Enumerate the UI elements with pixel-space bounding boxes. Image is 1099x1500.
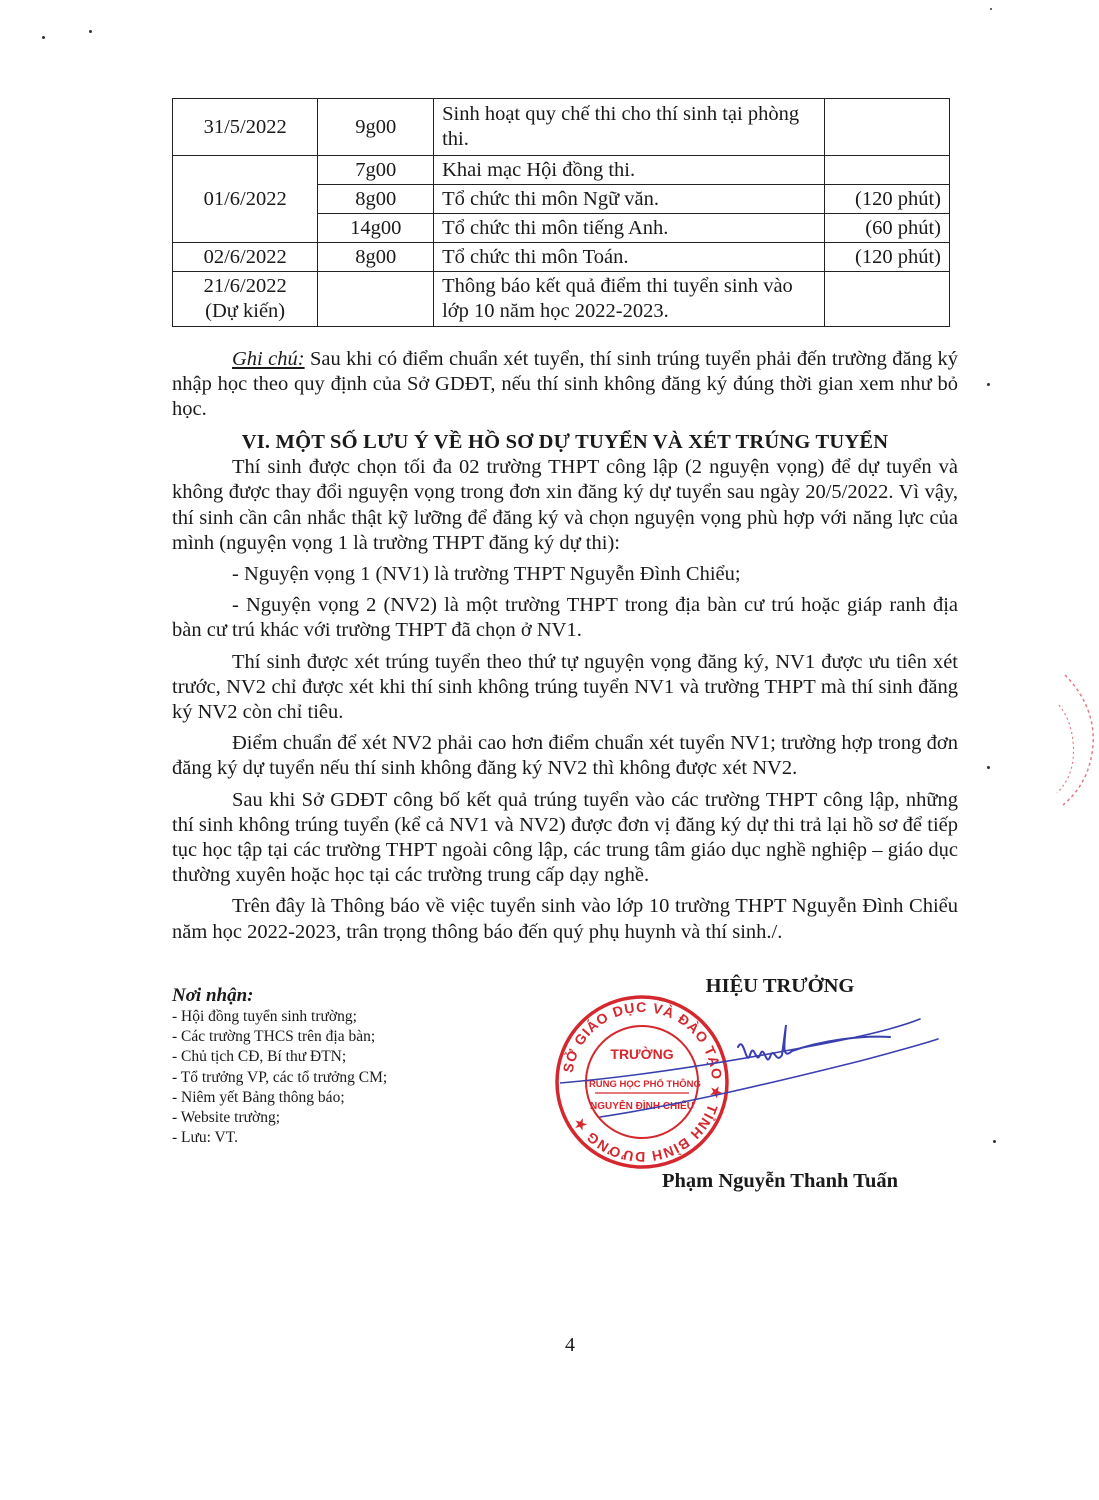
time-cell: 7g00 (318, 156, 434, 185)
note-text: Sau khi có điểm chuẩn xét tuyển, thí sinh trúng tuyển phải đến trường đăng ký nhập học theo quy định của Sở GDĐT, nếu thí sinh không đăng ký đúng thời gian xem như bỏ học. (172, 348, 958, 421)
activity-cell: Thông báo kết quả điểm thi tuyển sinh vào lớp 10 năm học 2022-2023. (434, 272, 825, 327)
list-item: - Website trường; (172, 1109, 281, 1127)
paragraph: Sau khi Sở GDĐT công bố kết quả trúng tuyển vào các trường THPT công lập, những thí sinh không trúng tuyển (kể cả NV1 và NV2) được đơn vị đăng ký dự thi trả lại hồ sơ để tiếp tục học tập tại các trường THPT ngoài công lập, các trung tâm giáo dục nghề nghiệp – giáo dục thường xuyên hoặc học tại các trường trung cấp dạy nghề. (172, 788, 958, 887)
scan-speck (42, 36, 45, 39)
time-cell: 8g00 (318, 185, 434, 214)
section-heading: VI. MỘT SỐ LƯU Ý VỀ HỒ SƠ DỰ TUYỂN VÀ XÉT TRÚNG TUYỂN (241, 431, 889, 453)
duration-cell (824, 156, 949, 185)
paragraph: Trên đây là Thông báo về việc tuyển sinh vào lớp 10 trường THPT Nguyễn Đình Chiểu năm học 2022-2023, trân trọng thông báo đến quý phụ huynh và thí sinh./. (172, 895, 958, 943)
activity-cell: Tổ chức thi môn tiếng Anh. (434, 214, 825, 243)
list-item: - Các trường THCS trên địa bàn; (172, 1028, 376, 1046)
signature-stroke (738, 1025, 890, 1060)
table-row (173, 99, 950, 156)
time-cell: 14g00 (318, 214, 434, 243)
date-cell (173, 272, 318, 327)
paragraph: Thí sinh được xét trúng tuyển theo thứ tự nguyện vọng đăng ký, NV1 được ưu tiên xét trước, NV2 chỉ được xét khi thí sinh không trúng tuyển NV1 và trường THPT mà thí sinh đăng ký NV2 còn chỉ tiêu. (172, 650, 958, 724)
date-cell: 31/5/2022 (173, 99, 318, 156)
duration-cell (824, 272, 949, 327)
signer-title: HIỆU TRƯỞNG (705, 975, 855, 997)
recipients-heading: Nơi nhận: (172, 985, 254, 1006)
paragraph: Điểm chuẩn để xét NV2 phải cao hơn điểm chuẩn xét tuyển NV1; trường hợp trong đơn đăng ký dự tuyển nếu thí sinh không đăng ký NV2 thì không được xét NV2. (172, 732, 958, 780)
date-cell: 02/6/2022 (173, 243, 318, 272)
note-label: Ghi chú: (232, 348, 305, 370)
date-note: (Dự kiến) (205, 300, 286, 322)
activity-cell: Tổ chức thi môn Ngữ văn. (434, 185, 825, 214)
activity-cell: Khai mạc Hội đồng thi. (434, 156, 825, 185)
signature-stroke (560, 1019, 920, 1083)
seal-line-3: NGUYỄN ĐÌNH CHIỂU (590, 1101, 694, 1112)
edge-stamp (1045, 665, 1099, 815)
table-row (173, 156, 950, 185)
time-cell: 9g00 (318, 99, 434, 156)
scan-speck (987, 383, 990, 386)
seal-line-1: TRƯỜNG (610, 1046, 674, 1062)
time-cell (318, 272, 434, 327)
activity-cell: Sinh hoạt quy chế thi cho thí sinh tại phòng thi. (434, 99, 825, 156)
date-cell: 01/6/2022 (173, 156, 318, 243)
list-item: - Tổ trưởng VP, các tổ trưởng CM; (172, 1068, 388, 1086)
scan-speck (990, 8, 992, 10)
table-row (173, 272, 950, 327)
date-text: 21/6/2022 (203, 275, 287, 297)
signature-stroke (600, 1039, 938, 1117)
scan-speck (987, 766, 990, 769)
section-6 (172, 430, 958, 945)
paragraph: - Nguyện vọng 2 (NV2) là một trường THPT trong địa bàn cư trú hoặc giáp ranh địa bàn cư trú khác với trường THPT đã chọn ở NV1. (172, 594, 958, 642)
page-number: 4 (565, 1334, 575, 1356)
seal-outer-text: SỞ GIÁO DỤC VÀ ĐÀO TẠO ★ TỈNH BÌNH DƯƠNG ★ (559, 998, 726, 1166)
signer-name: Phạm Nguyễn Thanh Tuấn (661, 1170, 899, 1192)
duration-cell (824, 99, 949, 156)
paragraph: - Nguyện vọng 1 (NV1) là trường THPT Nguyễn Đình Chiểu; (232, 563, 741, 586)
activity-cell: Tổ chức thi môn Toán. (434, 243, 825, 272)
seal-line-2: TRUNG HỌC PHỔ THÔNG (583, 1079, 701, 1090)
scan-speck (993, 1140, 996, 1143)
exam-schedule-table (172, 98, 950, 327)
list-item: - Niêm yết Bảng thông báo; (172, 1088, 345, 1106)
list-item: - Chủ tịch CĐ, Bí thư ĐTN; (172, 1048, 347, 1066)
signature (560, 1005, 940, 1125)
duration-cell: (60 phút) (824, 214, 949, 243)
recipients-block (172, 985, 532, 1148)
duration-cell: (120 phút) (824, 243, 949, 272)
list-item: - Hội đồng tuyển sinh trường; (172, 1008, 357, 1025)
list-item: - Lưu: VT. (172, 1129, 238, 1147)
duration-cell: (120 phút) (824, 185, 949, 214)
table-row (173, 243, 950, 272)
note-paragraph (172, 347, 958, 423)
time-cell: 8g00 (318, 243, 434, 272)
paragraph: Thí sinh được chọn tối đa 02 trường THPT công lập (2 nguyện vọng) để dự tuyển và không được thay đổi nguyện vọng trong đơn xin đăng ký dự tuyển sau ngày 20/5/2022. Vì vậy, thí sinh cần cân nhắc thật kỹ lưỡng để đăng ký và chọn nguyện vọng phù hợp với năng lực của mình (nguyện vọng 1 là trường THPT đăng ký dự thi): (172, 456, 958, 554)
scan-speck (89, 30, 92, 33)
